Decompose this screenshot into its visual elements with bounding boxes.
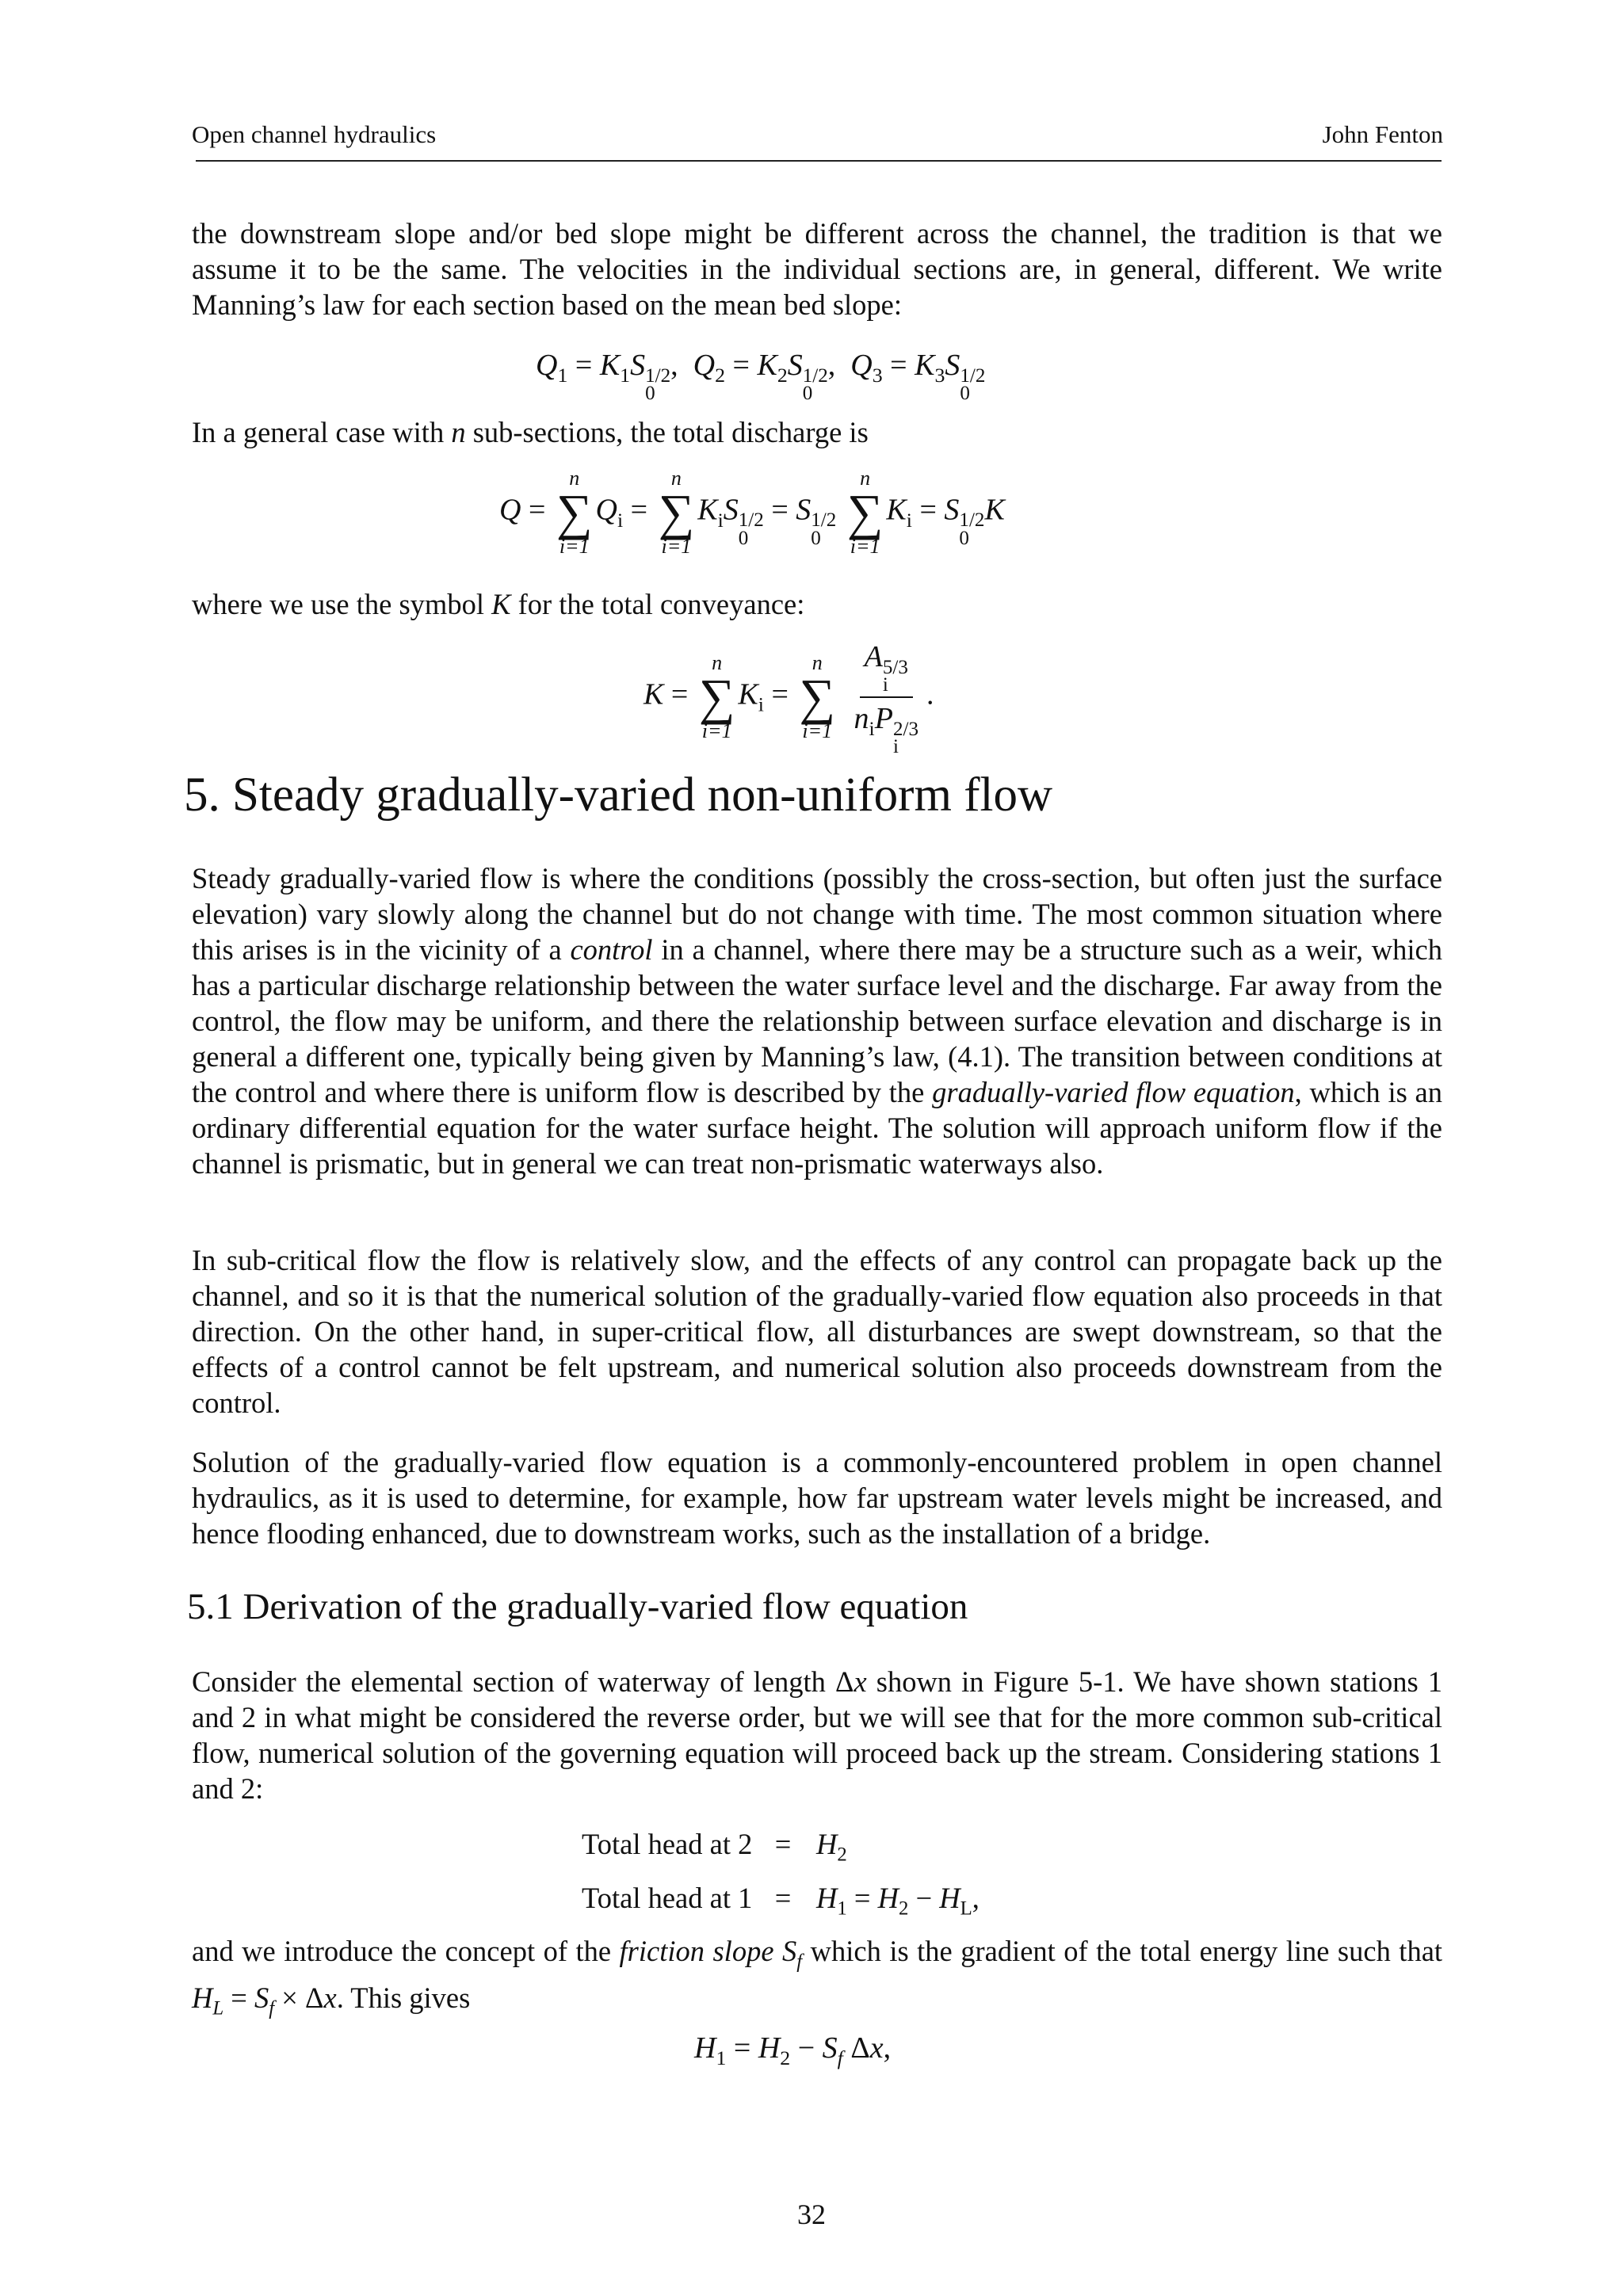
subsection-paragraph-1: Consider the elemental section of waterway of length Δx shown in Figure 5-1. We have shown stations 1 and 2 in what might be considered the reverse order, but we will see that for the more common sub-critical flow, numerical solution of the governing equation will proceed back up the stream. Considering stations 1 and 2: (192, 1665, 1443, 1805)
equation-friction-slope: $H_1 = H_2 - S_f$ Δx, (694, 2031, 892, 2070)
subsection-heading: 5.1 Derivation of the gradually-varied flow equation (187, 1586, 968, 1627)
equation-row-head-2: Total head at 2 = $H_2$ (582, 1828, 847, 1866)
section-paragraph-3: Solution of the gradually-varied flow equation is a commonly-encountered problem in open channel hydraulics, as it is used to determine, for example, how far upstream water levels might be increased, and hence flooding enhanced, due to downstream works, such as the installation of a bridge. (192, 1446, 1442, 1550)
equation-row-head-1: Total head at 1 = $H_1 = H_2 - H_L$, (582, 1881, 980, 1920)
general-case-paragraph: In a general case with n sub-sections, the total discharge is (192, 416, 869, 448)
subsection-paragraph-2: and we introduce the concept of the friction slope $S_f$ which is the gradient of the total energy line such that $H_L = S_f \times \Delta x$. This gives (192, 1935, 1443, 2019)
header-rule (196, 160, 1442, 162)
page-number: 32 (797, 2199, 826, 2230)
intro-paragraph: the downstream slope and/or bed slope might be different across the channel, the tradition is that we assume it to be the same. The velocities in the individual sections are, in general, different. We write Manning’s law for each section based on the mean bed slope: (192, 217, 1442, 321)
section-paragraph-2: In sub-critical flow the flow is relatively slow, and the effects of any control can propagate back up the channel, and so it is that the numerical solution of the gradually-varied flow equation also proceeds in that direction. On the other hand, in super-critical flow, all disturbances are swept downstream, so that the effects of a control cannot be felt upstream, and numerical solution also proceeds downstream from the control. (192, 1244, 1442, 1419)
section-heading: 5. Steady gradually-varied non-uniform flow (184, 769, 1053, 822)
running-head-title: Open channel hydraulics (192, 120, 437, 148)
conveyance-intro-paragraph: where we use the symbol K for the total conveyance: (192, 588, 805, 620)
running-head-author: John Fenton (1322, 120, 1443, 148)
equation-total-conveyance: K = n ∑ i=1 $K_i$ = n ∑ i=1 A 5/3 i $n_iP$ 2/3 i . (643, 638, 934, 757)
section-paragraph-1: Steady gradually-varied flow is where the conditions (possibly the cross-section, but often just the surface elevation) vary slowly along the channel but do not change with time. The most common situation where this arises is in the vicinity of a control in a channel, where there may be a structure such as a weir, which has a particular discharge relationship between the water surface level and the discharge. Far away from the control, the flow may be uniform, and there the relationship between surface elevation and discharge is in general a different one, typically being given by Manning’s law, (4.1). The transition between conditions at the control and where there is uniform flow is described by the gradually-varied flow equation, which is an ordinary differential equation for the water surface height. The solution will approach uniform flow if the channel is prismatic, but in general we can treat non-prismatic waterways also. (192, 862, 1443, 1180)
equation-total-heads (582, 1823, 980, 1930)
equation-total-discharge: Q = n ∑ i=1 $Q_i$ = n ∑ i=1 $K_iS$ 1/2 0 = S 1/2 0 n ∑ i=1 $K_i = S$ 1/2 0 K (499, 467, 1005, 558)
equation-subsection-discharges: $Q_1 = K_1S$ 1/2 0 , $Q_2 = K_2S$ 1/2 0 , $Q_3 = K_3S$ 1/2 0 (536, 349, 986, 405)
